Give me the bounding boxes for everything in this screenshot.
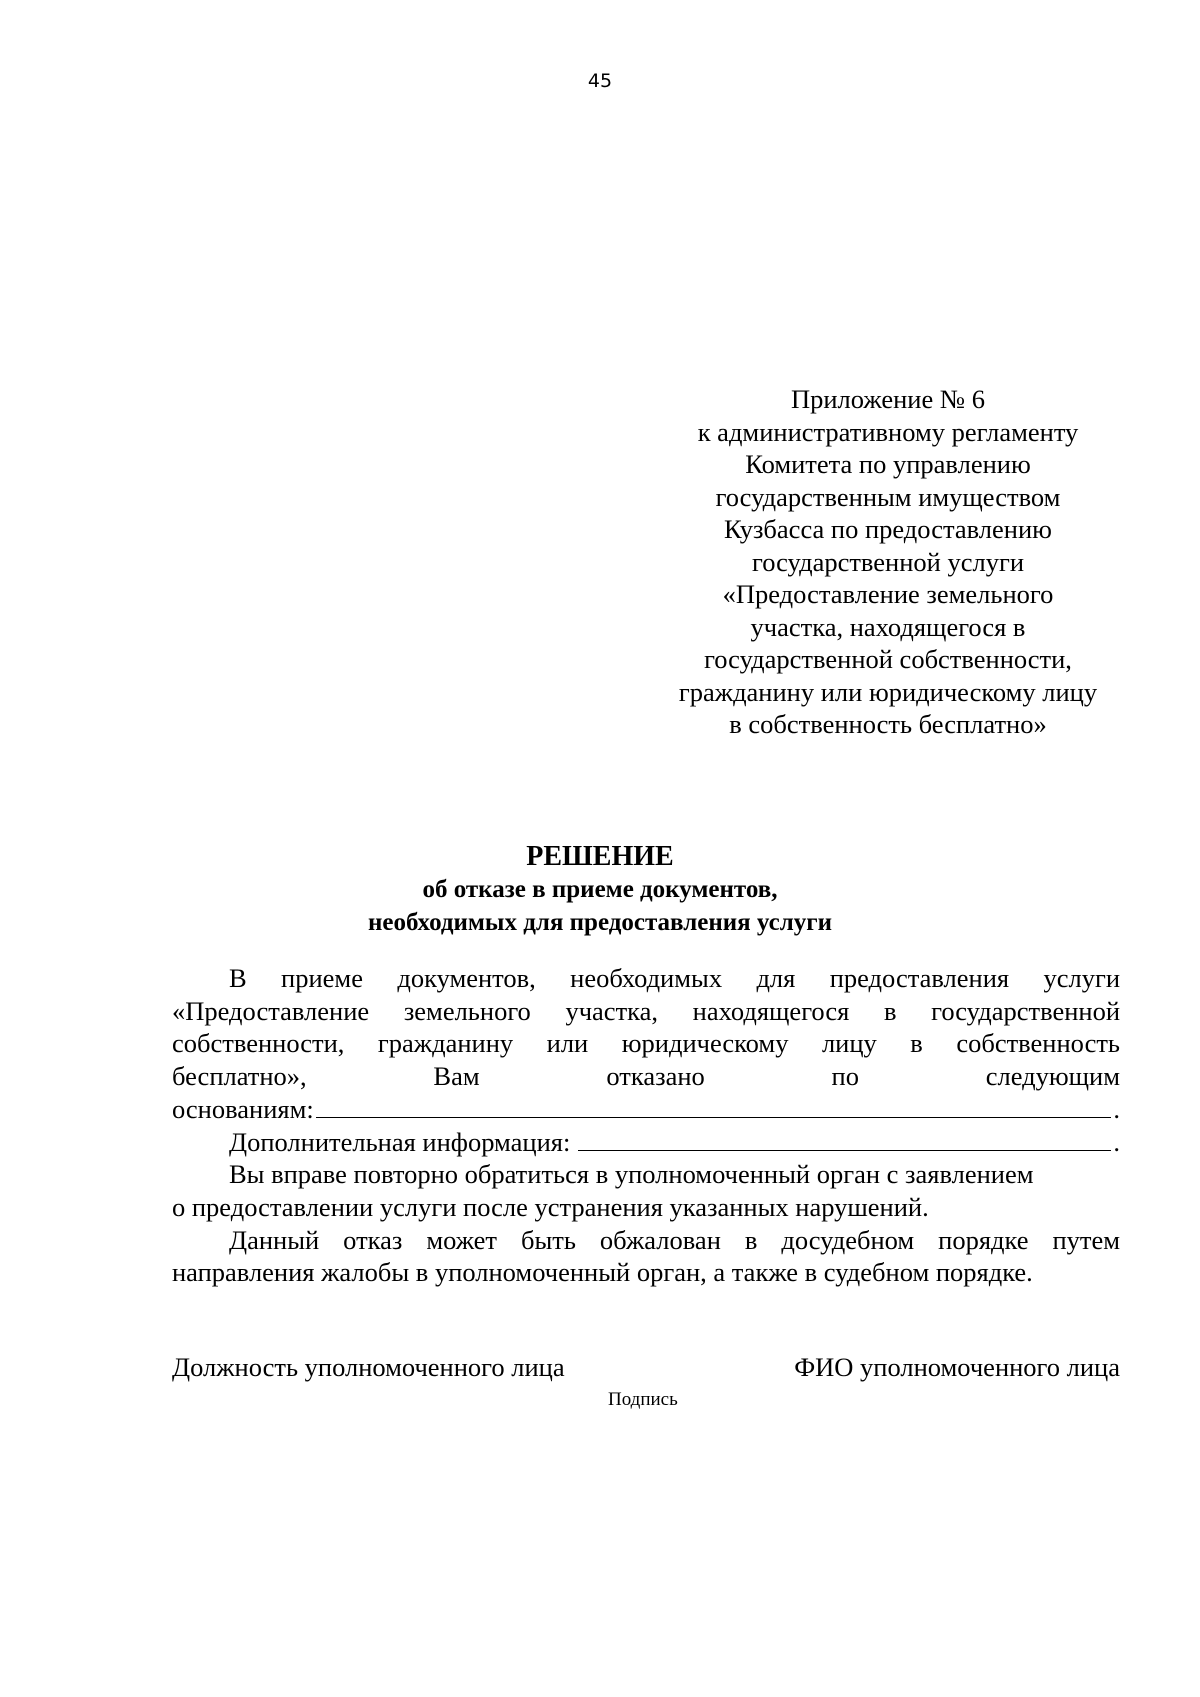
appendix-line: в собственность бесплатно»	[729, 709, 1047, 739]
body-line: собственности, гражданину или юридическому лицу в собственность	[172, 1028, 1120, 1059]
body-line: бесплатно», Вам отказано по следующим	[172, 1061, 1120, 1092]
document-title	[0, 840, 1200, 939]
body-line: «Предоставление земельного участка, находящегося в государственной	[172, 995, 1120, 1026]
reasons-label: основаниям:	[172, 1093, 314, 1124]
reasons-blank-line	[316, 1095, 1112, 1118]
appendix-line: государственной собственности,	[704, 644, 1072, 674]
page-number: 45	[587, 70, 613, 92]
reasons-end: .	[1113, 1093, 1120, 1124]
appendix-line: государственным имуществом	[715, 481, 1061, 512]
signature-caption: Подпись	[608, 1389, 678, 1410]
body-line: направления жалобы в уполномоченный орган, а также в судебном порядке.	[172, 1257, 1033, 1288]
appendix-line: Приложение № 6	[790, 384, 985, 414]
appendix-header	[648, 383, 1128, 741]
appendix-line: «Предоставление земельного	[722, 579, 1054, 609]
position-label: Должность уполномоченного лица	[172, 1352, 565, 1382]
additional-info-row	[172, 1126, 1120, 1159]
appendix-line: Комитета по управлению	[745, 449, 1031, 479]
body-line: В приеме документов, необходимых для предоставления услуги	[229, 963, 1120, 993]
appendix-line: гражданину или юридическому лицу	[678, 676, 1098, 707]
additional-info-label: Дополнительная информация:	[229, 1126, 571, 1157]
additional-info-blank-line	[578, 1128, 1111, 1151]
body-line: Данный отказ может быть обжалован в досудебном порядке путем	[229, 1224, 1120, 1255]
appendix-line: Кузбасса по предоставлению	[724, 514, 1052, 544]
body-line: о предоставлении услуги после устранения указанных нарушений.	[172, 1191, 929, 1222]
appendix-line: государственной услуги	[751, 546, 1025, 577]
title-line-2: об отказе в приеме документов,	[422, 876, 778, 903]
name-label: ФИО уполномоченного лица	[794, 1352, 1120, 1382]
body-line: Вы вправе повторно обратиться в уполномоченный орган с заявлением	[229, 1159, 1034, 1190]
title-line-3: необходимых для предоставления услуги	[367, 909, 833, 936]
appendix-line: участка, находящегося в	[750, 611, 1026, 642]
document-body	[172, 962, 1120, 1289]
appendix-line: к административному регламенту	[697, 416, 1079, 447]
title-main: РЕШЕНИЕ	[526, 841, 674, 872]
additional-info-end: .	[1113, 1126, 1120, 1157]
reasons-row	[172, 1093, 1120, 1126]
